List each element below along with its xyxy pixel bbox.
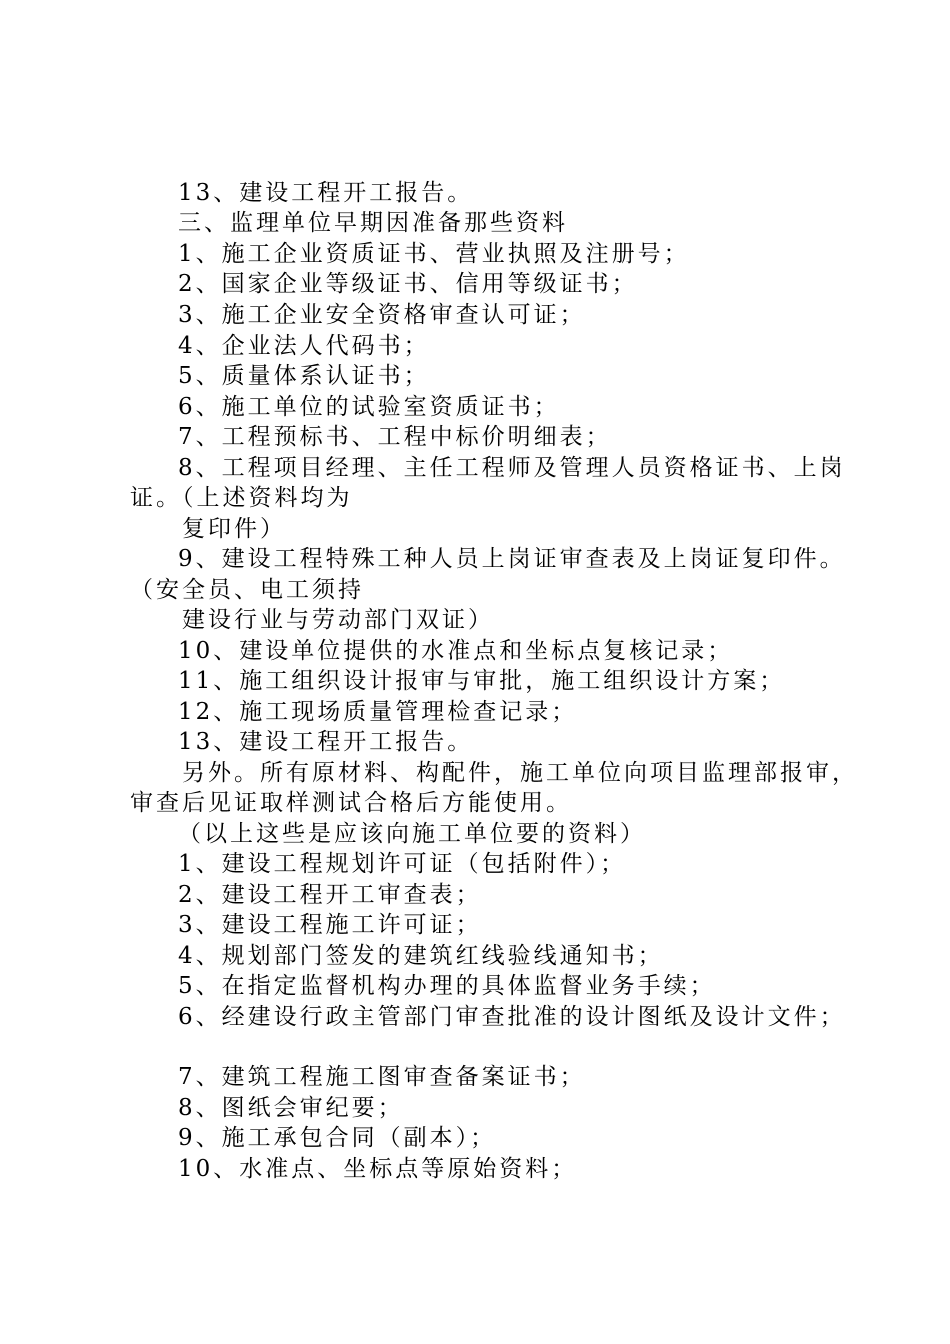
text-line: （安全员、电工须持 xyxy=(130,577,364,603)
text-line: 9、施工承包合同（副本）； xyxy=(178,1125,497,1151)
text-line: 建设行业与劳动部门双证） xyxy=(182,607,494,633)
text-line: （以上这些是应该向施工单位要的资料） xyxy=(178,821,646,847)
text-line: 4、规划部门签发的建筑红线验线通知书； xyxy=(178,943,664,969)
text-line: 13、建设工程开工报告。 xyxy=(178,180,474,206)
text-line: 4、企业法人代码书； xyxy=(178,333,430,359)
section-heading: 三、监理单位早期因准备那些资料 xyxy=(178,210,568,236)
text-line: 1、建设工程规划许可证（包括附件）； xyxy=(178,851,627,877)
text-line: 10、水准点、坐标点等原始资料； xyxy=(178,1156,578,1182)
text-line: 6、施工单位的试验室资质证书； xyxy=(178,394,560,420)
text-line: 审查后见证取样测试合格后方能使用。 xyxy=(130,790,572,816)
text-line: 证。（上述资料均为 xyxy=(130,485,353,511)
text-line: 3、建设工程施工许可证； xyxy=(178,912,482,938)
text-line: 2、国家企业等级证书、信用等级证书； xyxy=(178,271,638,297)
text-line: 9、建设工程特殊工种人员上岗证审查表及上岗证复印件。 xyxy=(178,546,846,572)
text-line: 5、质量体系认证书； xyxy=(178,363,430,389)
text-line: 13、建设工程开工报告。 xyxy=(178,729,474,755)
text-line: 7、建筑工程施工图审查备案证书； xyxy=(178,1064,586,1090)
text-line: 2、建设工程开工审查表； xyxy=(178,882,482,908)
text-line: 10、建设单位提供的水准点和坐标点复核记录； xyxy=(178,638,734,664)
text-line: 12、施工现场质量管理检查记录； xyxy=(178,699,578,725)
text-line: 11、施工组织设计报审与审批，施工组织设计方案； xyxy=(178,668,786,694)
text-line: 3、施工企业安全资格审查认可证； xyxy=(178,302,586,328)
text-line: 5、在指定监督机构办理的具体监督业务手续； xyxy=(178,973,716,999)
text-line: 7、工程预标书、工程中标价明细表； xyxy=(178,424,612,450)
text-line: 另外。所有原材料、构配件，施工单位向项目监理部报审， xyxy=(182,760,858,786)
text-line: 8、图纸会审纪要； xyxy=(178,1095,404,1121)
text-line: 8、工程项目经理、主任工程师及管理人员资格证书、上岗 xyxy=(178,455,846,481)
text-line: 复印件） xyxy=(182,516,286,542)
text-line: 6、经建设行政主管部门审查批准的设计图纸及设计文件； xyxy=(178,1004,846,1030)
text-line: 1、施工企业资质证书、营业执照及注册号； xyxy=(178,241,690,267)
